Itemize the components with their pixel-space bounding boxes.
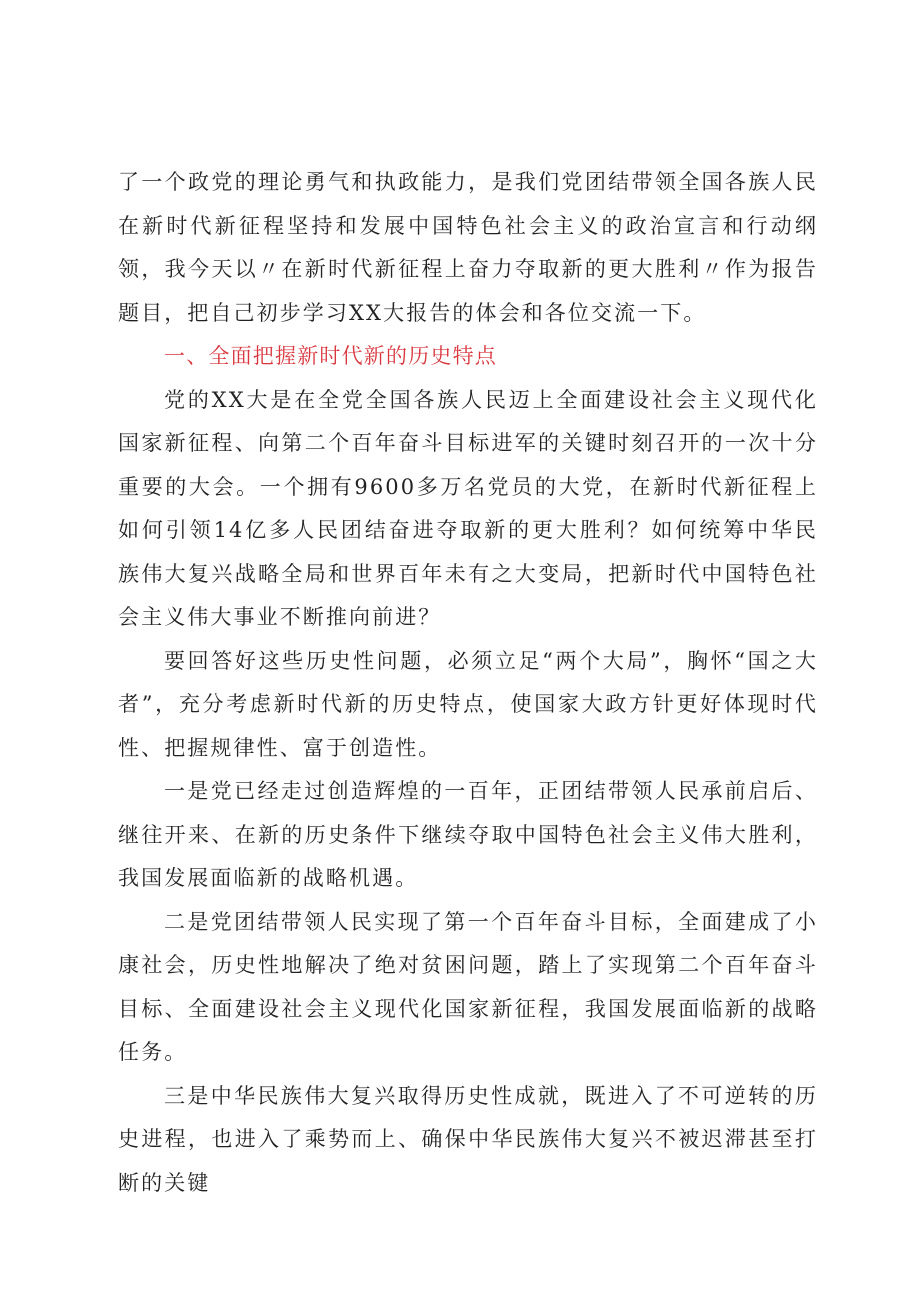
document-body	[118, 161, 818, 1205]
body-paragraph: 了一个政党的理论勇气和执政能力，是我们党团结带领全国各族人民在新时代新征程坚持和发展中国特色社会主义的政治宣言和行动纲领，我今天以〃在新时代新征程上奋力夺取新的更大胜利〃作为报告题目，把自己初步学习XX大报告的体会和各位交流一下。	[118, 170, 818, 325]
body-paragraph: 一是党已经走过创造辉煌的一百年，正团结带领人民承前启后、继往开来、在新的历史条件下继续夺取中国特色社会主义伟大胜利，我国发展面临新的战略机遇。	[118, 779, 818, 890]
body-paragraph: 党的XX大是在全党全国各族人民迈上全面建设社会主义现代化国家新征程、向第二个百年奋斗目标进军的关键时刻召开的一次十分重要的大会。一个拥有9600多万名党员的大党，在新时代新征程上如何引领14亿多人民团结奋进夺取新的更大胜利？如何统筹中华民族伟大复兴战略全局和世界百年未有之大变局，把新时代中国特色社会主义伟大事业不断推向前进？	[118, 387, 818, 629]
body-paragraph: 要回答好这些历史性问题，必须立足“两个大局”，胸怀“国之大者”，充分考虑新时代新的历史特点，使国家大政方针更好体现时代性、把握规律性、富于创造性。	[118, 648, 818, 760]
body-paragraph: 三是中华民族伟大复兴取得历史性成就，既进入了不可逆转的历史进程，也进入了乘势而上、确保中华民族伟大复兴不被迟滞甚至打断的关键	[118, 1083, 818, 1195]
body-paragraph: 二是党团结带领人民实现了第一个百年奋斗目标，全面建成了小康社会，历史性地解决了绝对贫困问题，踏上了实现第二个百年奋斗目标、全面建设社会主义现代化国家新征程，我国发展面临新的战略任务。	[118, 909, 818, 1064]
section-heading: 一、全面把握新时代新的历史特点	[164, 344, 497, 368]
